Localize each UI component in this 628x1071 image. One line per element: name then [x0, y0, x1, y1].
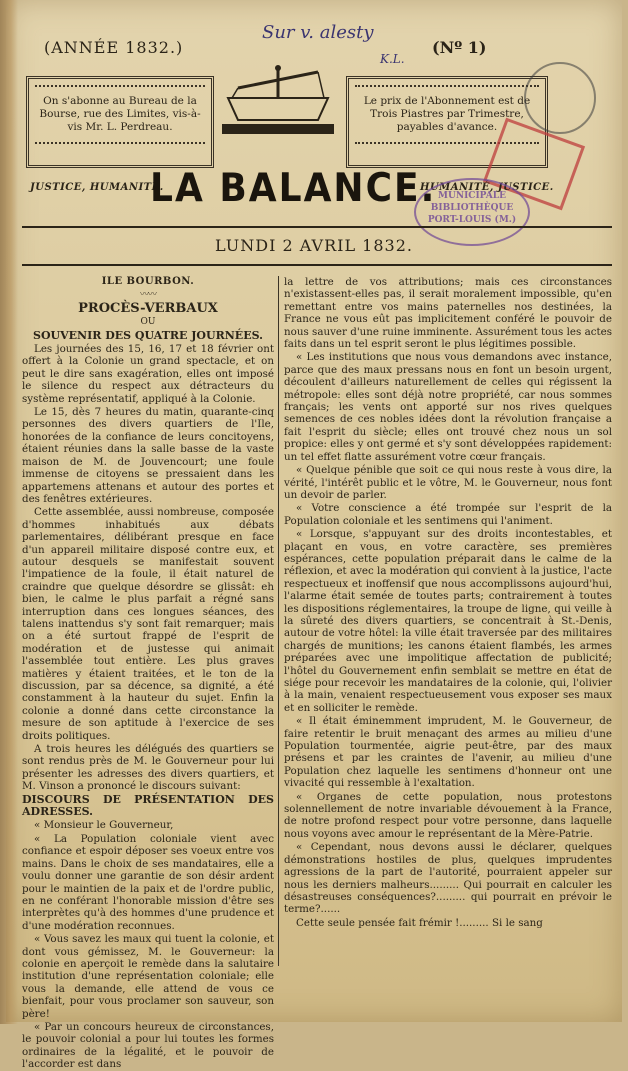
- paragraph: la lettre de vos attributions; mais ces circonstances n'existassent-elles pas, il serait moralement impossible, qu'en remettant entre vos mains paternelles nos destinées, la France ne vous eût pas implicitement conféré le pouvoir de nous sauver d'une ruine imminente. Assurément tous les actes faits dans un tel esprit seront le plus légitimes possible.: [284, 276, 612, 351]
- ornament-divider: 〰〰: [139, 290, 156, 301]
- handwritten-initials: K.L.: [380, 52, 405, 66]
- subscription-box: [26, 76, 214, 168]
- paragraph: A trois heures les délégués des quartiers se sont rendus près de M. le Gouverneur pour lui présenter les adresses des divers quartiers, et M. Vinson a prononcé le discours suivant:: [22, 743, 274, 793]
- paragraph: « Cependant, nous devons aussi le déclarer, quelques démonstrations hostiles de plus, quelques imprudentes agressions de la part de l'autorité, pourraient appeler sur nous les derniers malheurs......... Qui pourrait en calculer les désastreuses conséquences?......... qui pourrait en prévoir le terme?......: [284, 841, 612, 916]
- price-text: Le prix de l'Abonnement est de Trois Piastres par Trimestre, payables d'avance.: [355, 85, 539, 144]
- article-subheading: SOUVENIR DES QUATRE JOURNÉES.: [33, 328, 263, 342]
- paragraph: « La Population coloniale vient avec confiance et espoir déposer ses voeux entre vos mains. Dans le choix de ses mandataires, elle a voulu donner une garantie de son désir ardent pour le maintien de la paix et de l'ordre public, en ne conférant l'honorable mission d'être ses interprètes qu'à des hommes d'une prudence et d'une modération reconnues.: [22, 832, 274, 932]
- paragraph: Les journées des 15, 16, 17 et 18 février ont offert à la Colonie un grand spectacle, et on peut le dire sans exagération, elles ont imposé le silence du respect aux détracteurs du système représentatif, appliqué à la Colonie.: [22, 343, 274, 405]
- paragraph: « Vous savez les maux qui tuent la colonie, et dont vous gémissez, M. le Gouverneur: la colonie en aperçoit le remède dans la salutaire institution d'une représentation coloniale; elle vous la demande, elle attend de vous ce bienfait, pour vous proclamer son sauveur, son père!: [22, 933, 274, 1020]
- year-label: (ANNÉE 1832.): [44, 38, 184, 57]
- paragraph: « Organes de cette population, nous protestons solennellement de notre invariable dévouement à la France, de notre profond respect pour votre personne, dans laquelle nous voyons avec amour le représentant de la Mère-Patrie.: [284, 790, 612, 840]
- subscription-text: On s'abonne au Bureau de la Bourse, rue des Limites, vis-à-vis Mr. L. Perdreau.: [35, 85, 205, 144]
- library-stamp-line2: BIBLIOTHÈQUE: [430, 203, 514, 213]
- motto-right: HUMANITÉ, JUSTICE.: [420, 182, 554, 193]
- postmark-stamp: [524, 62, 596, 134]
- newspaper-title: LA BALANCE.: [150, 165, 437, 212]
- article-heading-ou: OU: [140, 317, 156, 328]
- paragraph: « Il était éminemment imprudent, M. le Gouverneur, de faire retentir le bruit menaçant des armes au milieu d'une Population tourmentée, aigrie peut-être, par des maux présens et par les craintes de l'avenir, au milieu d'une Population chez laquelle les sentimens d'honneur ont une vivacité qui ressemble à l'exaltation.: [284, 715, 612, 790]
- discours-heading: DISCOURS DE PRÉSENTATION DES ADRESSES.: [22, 792, 274, 819]
- paragraph: « Lorsque, s'appuyant sur des droits incontestables, et plaçant en vous, en votre caractère, ses premières espérances, cette population préparait dans le calme de la réflexion, et avec la modération qui convient à la justice, l'acte respectueux et inoffensif que nous accomplissons aujourd'hui, l'alarme était semée de toutes parts; contrairement à toutes les dispositions réglementaires, la troupe de ligne, qui veille à la sûreté des divers quartiers, se concentrait à St.-Denis, autour de votre hôtel: la ville était traversée par des militaires chargés de munitions; les canons étaient flambés, les armes préparées avec une impolitique affectation de publicité; l'hôtel du Gouvernement enfin semblait se mettre en état de siége pour recevoir les mandataires de la colonie, qui, l'olivier à la main, venaient respectueusement vous exposer ses maux et en solliciter le remède.: [284, 528, 612, 714]
- binding-spine: [0, 0, 18, 1024]
- masthead-rule-top: [22, 226, 612, 228]
- article-heading: PROCÈS-VERBAUX: [78, 300, 218, 316]
- masthead-rule-bottom: [22, 264, 612, 266]
- paragraph: « Votre conscience a été trompée sur l'esprit de la Population coloniale et les sentimens qui l'animent.: [284, 502, 612, 527]
- paragraph: Le 15, dès 7 heures du matin, quarante-cinq personnes des divers quartiers de l'Ile, honorées de la confiance de leurs concitoyens, étaient réunies dans la salle basse de la vaste maison de M. de Jouvencourt; une foule immense de citoyens se pressaient dans les appartemens attenans et autour des portes et des fenêtres extérieures.: [22, 406, 274, 505]
- issue-date: LUNDI 2 AVRIL 1832.: [215, 236, 413, 255]
- left-column: [22, 276, 274, 1071]
- library-stamp-line1: MUNICIPALE: [438, 191, 506, 201]
- section-heading: ILE BOURBON.: [101, 276, 195, 287]
- handwritten-signature: Sur v. alesty: [262, 22, 374, 43]
- issue-number: (Nº 1): [432, 38, 487, 57]
- right-column: [284, 276, 612, 976]
- column-divider: [278, 276, 279, 966]
- motto-left: JUSTICE, HUMANITÉ.: [30, 182, 164, 193]
- paragraph: Cette assemblée, aussi nombreuse, composée d'hommes inhabitués aux débats parlementaires, délibérant presque en face d'un appareil militaire disposé contre eux, et autour desquels se manifestait souvent l'impatience de la foule, il était naturel de craindre que quelque désordre se glissât: eh bien, le calme le plus parfait a régné sans interruption dans ces longues séances, des talens inattendus s'y sont fait remarquer; mais on a été surtout frappé de l'esprit de modération et de justesse qui animait l'assemblée tout entière. Les plus graves matières y étaient traitées, et le ton de la discussion, par sa décence, sa dignité, a été constamment à la hauteur du sujet. Enfin la colonie a donné dans cette circonstance la mesure de son aptitude à l'exercice de ses droits politiques.: [22, 506, 274, 742]
- paragraph: « Monsieur le Gouverneur,: [34, 819, 174, 832]
- paragraph: « Quelque pénible que soit ce qui nous reste à vous dire, la vérité, l'intérêt public et le vôtre, M. le Gouverneur, nous font un devoir de parler.: [284, 464, 612, 501]
- library-stamp-line3: PORT-LOUIS (M.): [427, 215, 517, 225]
- paragraph: Cette seule pensée fait frémir !......... Si le sang: [296, 916, 543, 929]
- paragraph: « Par un concours heureux de circonstances, le pouvoir colonial a pour lui toutes les formes ordinaires de la légalité, et le pouvoir de l'accorder est dans: [22, 1020, 274, 1071]
- balance-scale-icon: [218, 58, 338, 138]
- paragraph: « Les institutions que nous vous demandons avec instance, parce que des maux pressans nous en font un besoin urgent, découlent d'ailleurs naturellement de celles qui régissent la métropole: elles sont déjà notre propriété, car nous sommes français; les vents ont apporté sur nos rives quelques semences de ces nobles idées dont la révolution française a fait l'esprit du siècle; elles ont trouvé chez nous un sol propice: elles y ont germé et s'y sont développées rapidement: un tel effet flatte assurément votre cœur français.: [284, 351, 612, 463]
